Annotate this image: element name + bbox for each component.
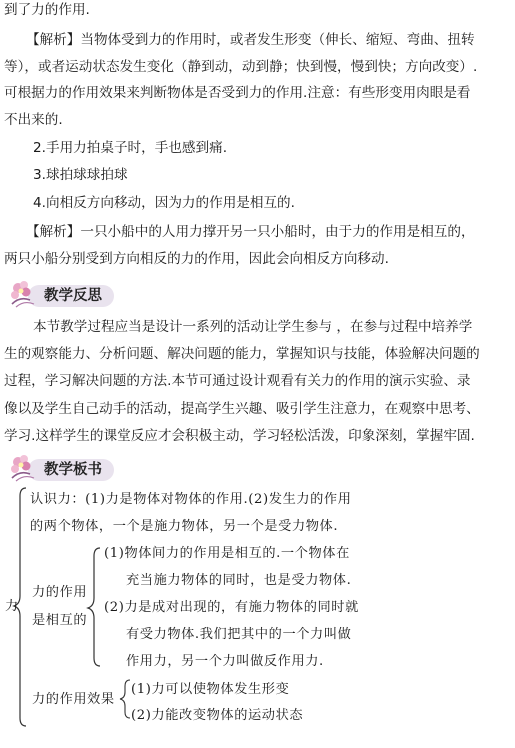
analysis-paragraph-line: 【解析】当物体受到力的作用时，或者发生形变（伸长、缩短、弯曲、扭转 xyxy=(26,32,475,48)
reflection-line: 像以及学生自己动手的活动，提高学生兴趣、吸引学生注意力，在观察中思考、 xyxy=(4,401,480,417)
text-line: 等），或者运动状态发生变化（静到动，动到静；快到慢，慢到快；方向改变）. xyxy=(4,59,478,75)
board-header-label: 教学板书 xyxy=(28,459,114,481)
list-item: 2.手用力拍桌子时，手也感到痛. xyxy=(33,140,228,156)
effect-item: (2)力能改变物体的运动状态 xyxy=(131,708,304,723)
mutual-item: (2)力是成对出现的，有施力物体的同时就 xyxy=(104,600,359,615)
flower-ornament-icon xyxy=(6,278,40,310)
reflection-line: 本节教学过程应当是设计一系列的活动让学生参与 ，在参与过程中培养学 xyxy=(33,319,473,335)
analysis-paragraph-line: 【解析】一只小船中的人用力撑开另一只小船时，由于力的作用是相互的， xyxy=(26,224,475,240)
board-root-label: 力 xyxy=(5,599,19,614)
text-line: 不出来的. xyxy=(4,112,63,128)
mutual-item: 作用力，另一个力叫做反作用力. xyxy=(126,654,324,669)
flower-ornament-icon xyxy=(6,452,40,484)
reflection-line: 学习.这样学生的课堂反应才会积极主动，学习轻松活泼，印象深刻，掌握牢固. xyxy=(4,428,475,444)
recognize-force-line: 认识力：(1)力是物体对物体的作用.(2)发生力的作用 xyxy=(30,492,352,507)
reflection-section-header xyxy=(6,278,118,310)
text-line: 可根据力的作用效果来判断物体是否受到力的作用.注意：有些形变用肉眼是看 xyxy=(4,85,471,101)
effect-label: 力的作用效果 xyxy=(32,692,115,707)
text-line: 两只小船分别受到方向相反的力的作用，因此会向相反方向移动. xyxy=(4,251,389,267)
mutual-item: (1)物体间力的作用是相互的.一个物体在 xyxy=(104,546,350,561)
list-item: 4.向相反方向移动，因为力的作用是相互的. xyxy=(33,195,295,211)
reflection-line: 生的观察能力、分析问题、解决问题的能力，掌握知识与技能，体验解决问题的 xyxy=(4,346,480,362)
effect-item: (1)力可以使物体发生形变 xyxy=(131,682,290,697)
recognize-force-line: 的两个物体，一个是施力物体，另一个是受力物体. xyxy=(30,519,339,534)
mutual-label: 力的作用 xyxy=(32,585,88,600)
mutual-item: 充当施力物体的同时，也是受力物体. xyxy=(126,573,352,588)
board-section-header xyxy=(6,452,118,484)
list-item: 3.球拍球球拍球 xyxy=(33,167,128,183)
reflection-header-label: 教学反思 xyxy=(28,285,114,307)
mutual-item: 有受力物体.我们把其中的一个力叫做 xyxy=(126,627,352,642)
reflection-line: 过程，学习解决问题的方法.本节可通过设计观看有关力的作用的演示实验、录 xyxy=(4,373,471,389)
board-diagram xyxy=(0,482,515,744)
text-line: 到了力的作用. xyxy=(4,2,90,18)
mutual-label: 是相互的 xyxy=(32,613,88,628)
